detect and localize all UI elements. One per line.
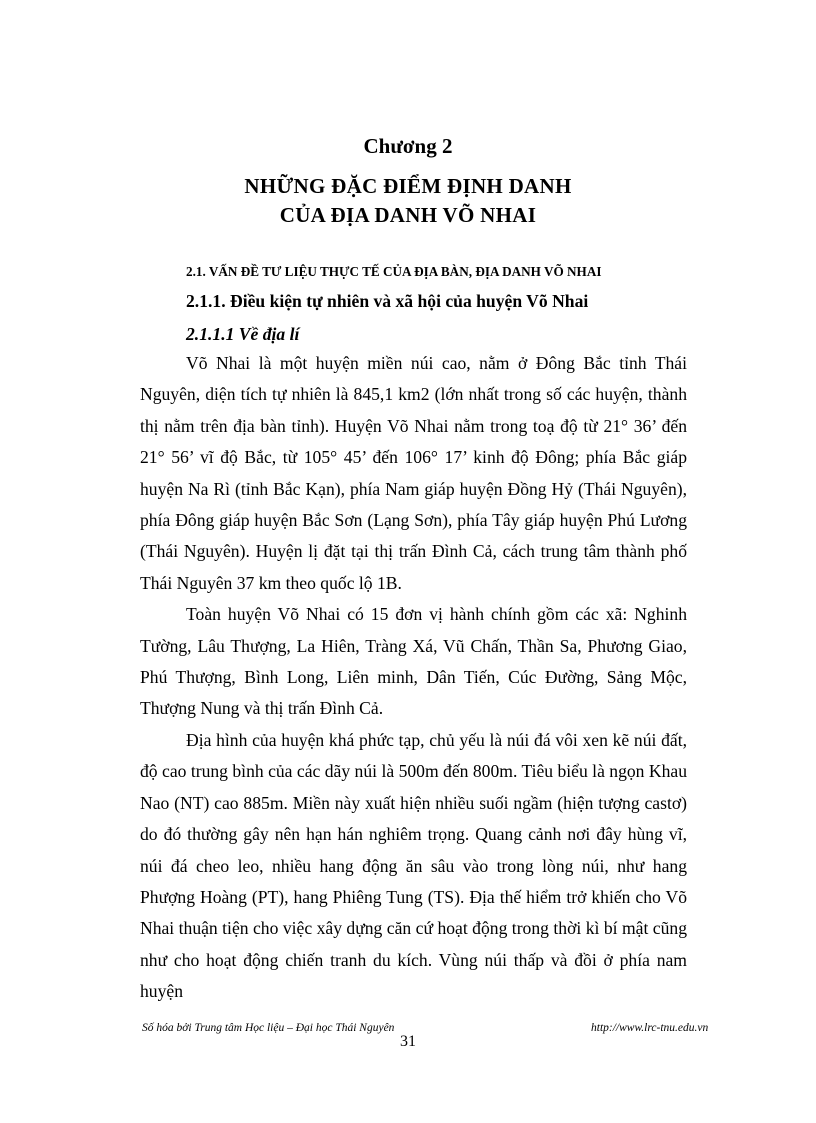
- chapter-title-line-2: CỦA ĐỊA DANH VÕ NHAI: [279, 203, 537, 227]
- footer-source-credit: Số hóa bởi Trung tâm Học liệu – Đại học Thái Nguyên: [142, 1022, 395, 1034]
- chapter-label: Chương 2: [363, 134, 453, 158]
- paragraph: Toàn huyện Võ Nhai có 15 đơn vị hành chính gồm các xã: Nghinh Tường, Lâu Thượng, La Hiên, Tràng Xá, Vũ Chấn, Thần Sa, Phương Giao, Phú Thượng, Bình Long, Liên minh, Dân Tiến, Cúc Đường, Sảng Mộc, Thượng Nung và thị trấn Đình Cả.: [140, 604, 687, 719]
- subsubsection-heading: 2.1.1.1 Về địa lí: [186, 324, 300, 344]
- footer-url: http://www.lrc-tnu.edu.vn: [591, 1022, 709, 1034]
- page-number: 31: [400, 1033, 416, 1050]
- paragraph: Địa hình của huyện khá phức tạp, chủ yếu là núi đá vôi xen kẽ núi đất, độ cao trung bình của các dãy núi là 500m đến 800m. Tiêu biểu là ngọn Khau Nao (NT) cao 885m. Miền này xuất hiện nhiều suối ngầm (hiện tượng castơ) do đó thường gây nên hạn hán nghiêm trọng. Quang cảnh nơi đây hùng vĩ, núi đá cheo leo, nhiều hang động ăn sâu vào trong lòng núi, như hang Phượng Hoàng (PT), hang Phiêng Tung (TS). Địa thế hiểm trở khiến cho Võ Nhai thuận tiện cho việc xây dựng căn cứ hoạt động trong thời kì bí mật cũng như cho hoạt động chiến tranh du kích. Vùng núi thấp và đồi ở phía nam huyện: [140, 729, 687, 1002]
- section-heading: 2.1. VẤN ĐỀ TƯ LIỆU THỰC TẾ CỦA ĐỊA BÀN, ĐỊA DANH VÕ NHAI: [186, 264, 602, 279]
- subsection-heading: 2.1.1. Điều kiện tự nhiên và xã hội của huyện Võ Nhai: [186, 291, 589, 311]
- chapter-title-line-1: NHỮNG ĐẶC ĐIỂM ĐỊNH DANH: [244, 174, 572, 198]
- body-text: [140, 348, 687, 1008]
- paragraph: Võ Nhai là một huyện miền núi cao, nằm ở Đông Bắc tỉnh Thái Nguyên, diện tích tự nhiên là 845,1 km2 (lớn nhất trong số các huyện, thành thị nằm trên địa bàn tỉnh). Huyện Võ Nhai nằm trong toạ độ từ 21° 36’ đến 21° 56’ vĩ độ Bắc, từ 105° 45’ đến 106° 17’ kinh độ Đông; phía Bắc giáp huyện Na Rì (tỉnh Bắc Kạn), phía Nam giáp huyện Đồng Hỷ (Thái Nguyên), phía Đông giáp huyện Bắc Sơn (Lạng Sơn), phía Tây giáp huyện Phú Lương (Thái Nguyên). Huyện lị đặt tại thị trấn Đình Cả, cách trung tâm thành phố Thái Nguyên 37 km theo quốc lộ 1B.: [140, 353, 687, 593]
